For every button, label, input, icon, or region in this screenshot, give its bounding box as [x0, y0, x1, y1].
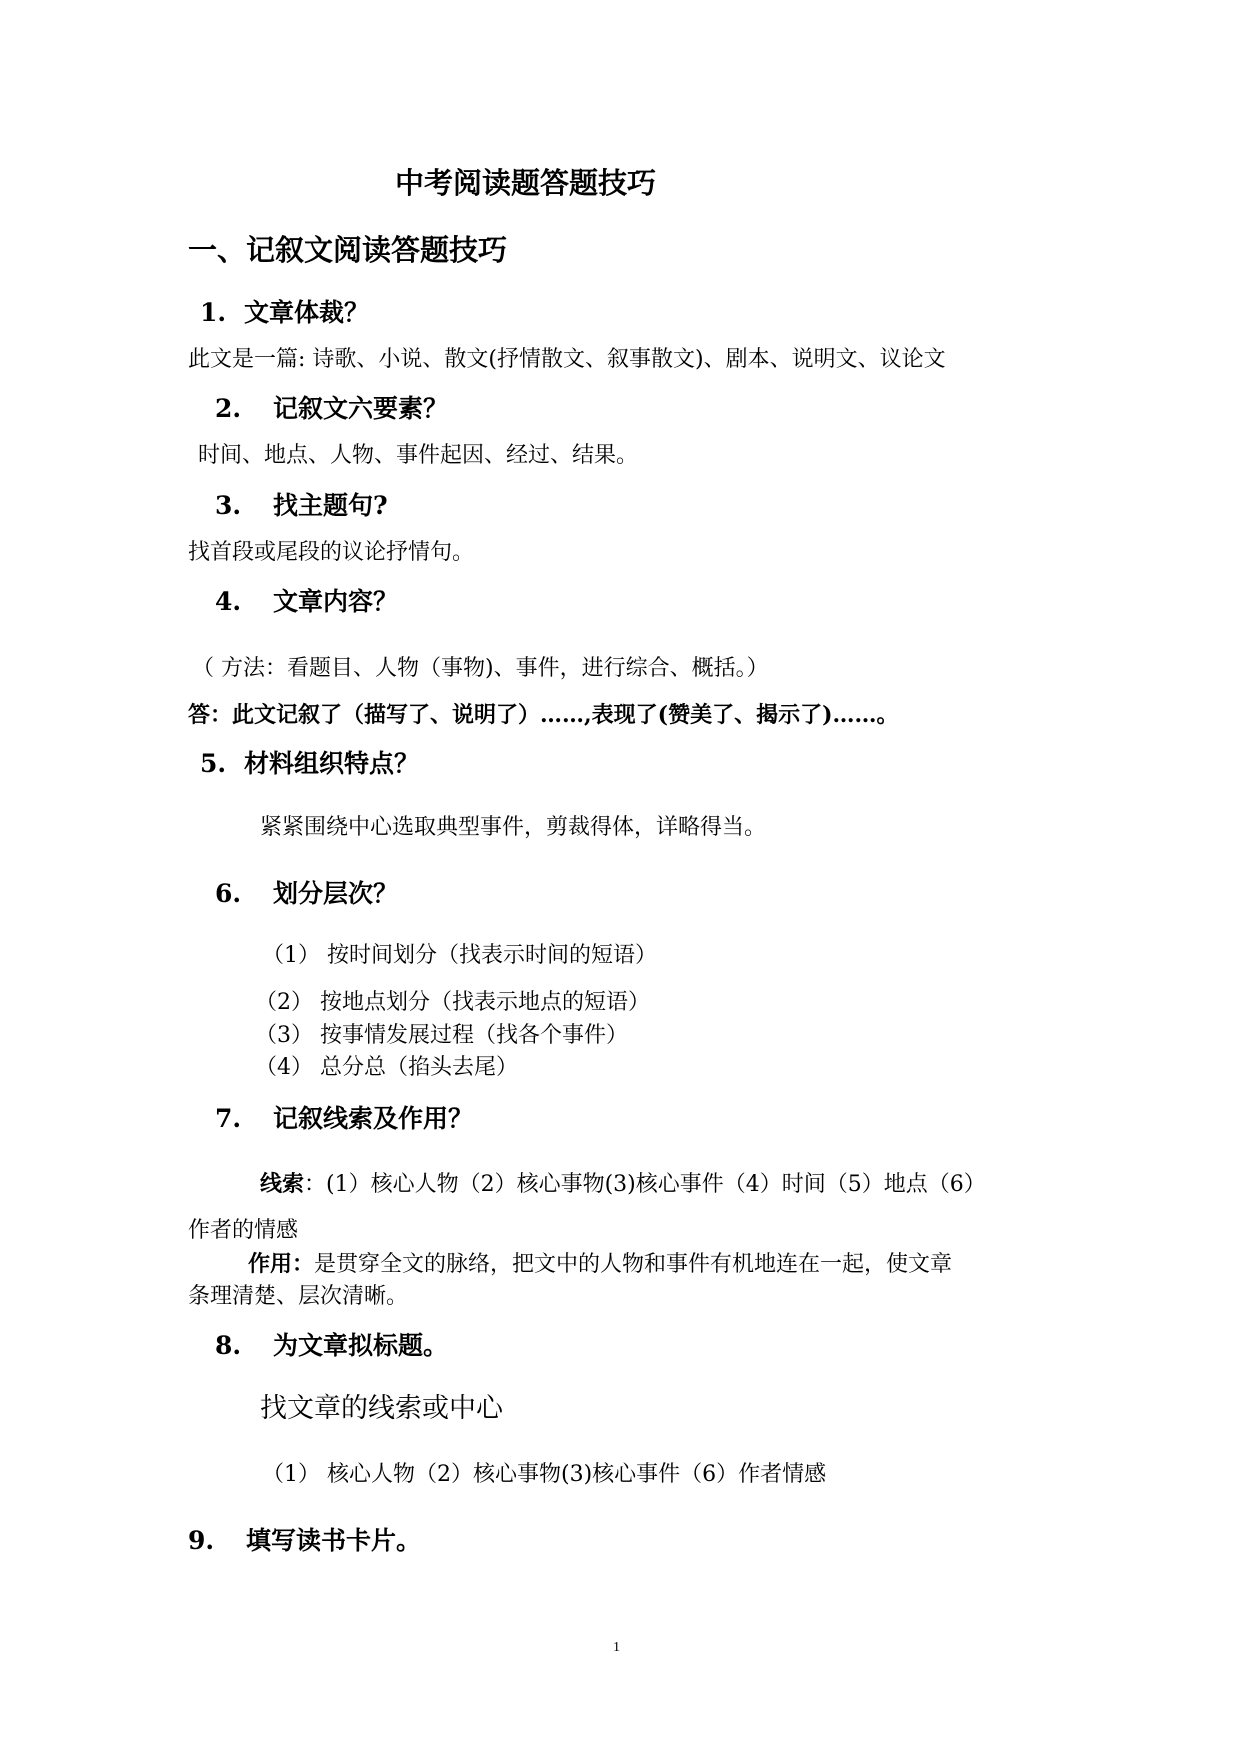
- page-number: 1: [613, 1640, 620, 1655]
- role-text-cont: 条理清楚、层次清晰。: [188, 1284, 409, 1309]
- item-heading: 5. 材料组织特点？: [200, 749, 420, 778]
- item-heading: 2. 记叙文六要素？: [215, 394, 449, 423]
- section-heading: 一、记叙文阅读答题技巧: [188, 233, 508, 267]
- item-heading: 6. 划分层次？: [215, 879, 399, 908]
- item-heading: 3. 找主题句?: [215, 491, 388, 520]
- page-title: 中考阅读题答题技巧: [395, 166, 657, 200]
- genre-text: 此文是一篇: 诗歌、小说、散文(抒情散文、叙事散文)、剧本、说明文、议论文: [188, 347, 946, 372]
- clue-text-cont: 作者的情感: [188, 1218, 299, 1243]
- material-text: 紧紧围绕中心选取典型事件，剪裁得体，详略得当。: [260, 815, 767, 840]
- answer-template: 答：此文记叙了（描写了、说明了）……,表现了(赞美了、揭示了)……。: [188, 702, 899, 728]
- title-tip: 找文章的线索或中心: [260, 1393, 503, 1424]
- list-item: （1） 按时间划分（找表示时间的短语）: [262, 943, 657, 968]
- role-text: 作用：是贯穿全文的脉络，把文中的人物和事件有机地连在一起，使文章: [248, 1251, 953, 1277]
- list-item: （2） 按地点划分（找表示地点的短语）: [255, 990, 650, 1015]
- item-heading: 8. 为文章拟标题。: [215, 1331, 449, 1360]
- item-heading: 9. 填写读书卡片。: [188, 1526, 422, 1555]
- list-item: （4） 总分总（掐头去尾）: [255, 1055, 518, 1080]
- list-item: （3） 按事情发展过程（找各个事件）: [255, 1023, 628, 1048]
- six-elements-text: 时间、地点、人物、事件起因、经过、结果。: [198, 443, 639, 468]
- item-heading: 7. 记叙线索及作用？: [215, 1104, 474, 1133]
- method-text: （ 方法：看题目、人物（事物)、事件，进行综合、概括。）: [192, 656, 769, 681]
- list-item: （1） 核心人物（2）核心事物(3)核心事件（6）作者情感: [262, 1462, 827, 1487]
- item-heading: 1. 文章体裁？: [200, 298, 370, 327]
- theme-text: 找首段或尾段的议论抒情句。: [188, 540, 475, 565]
- item-heading: 4. 文章内容？: [215, 587, 399, 616]
- clue-text: 线索：(1）核心人物（2）核心事物(3)核心事件（4）时间（5）地点（6）: [260, 1171, 986, 1197]
